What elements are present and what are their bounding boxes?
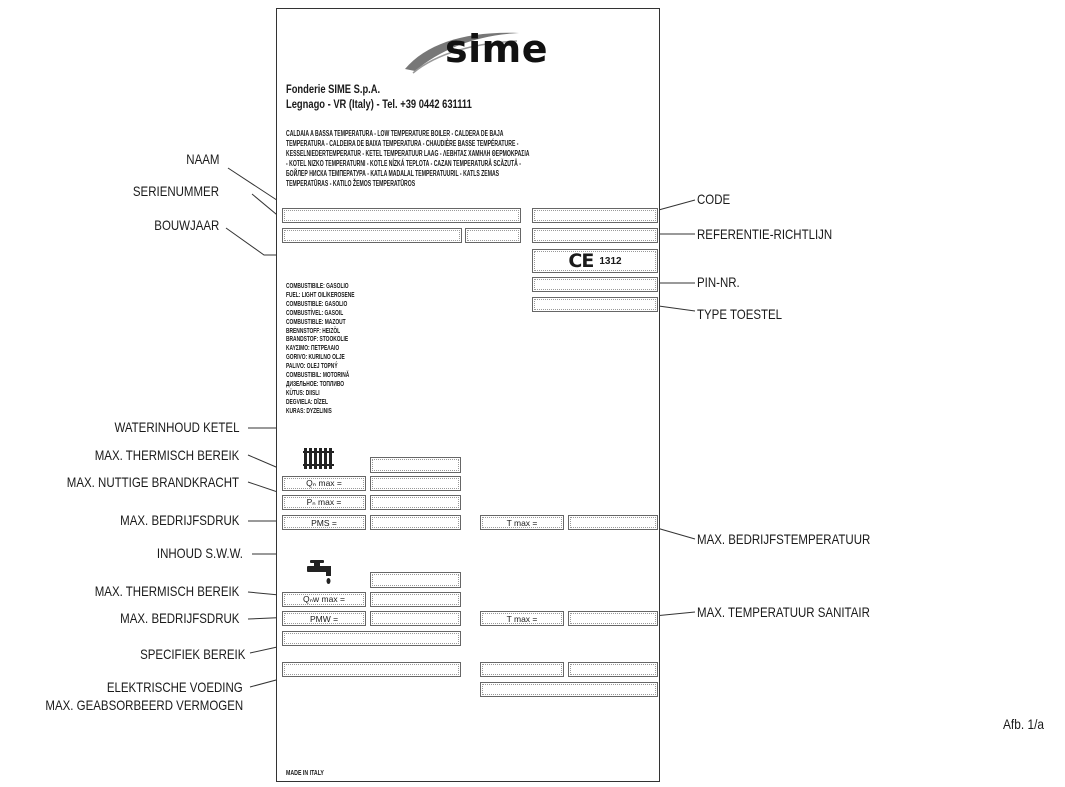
fuel-line: PALIVO: OLEJ TOPNÝ: [286, 361, 338, 371]
ce-mark-symbol: CE: [568, 250, 594, 272]
type-toestel-field: [532, 297, 658, 312]
qnw-max-label-box: [282, 592, 366, 607]
fuel-line: COMBUSTIBLE: GASOLIO: [286, 298, 348, 308]
callout-serienummer: SERIENUMMER: [132, 183, 219, 199]
boiler-type-line: CALDAIA A BASSA TEMPERATURA - LOW TEMPERATURE BOILER - CALDERA DE BAJA: [286, 129, 504, 138]
geabsorbeerd-vermogen-field: [480, 682, 658, 697]
pmw-label: PMW =: [309, 613, 339, 624]
fuel-line: COMBUSTÍVEL: GASOIL: [286, 307, 344, 317]
callout-max-thermisch-1: MAX. THERMISCH BEREIK: [94, 447, 239, 463]
callout-referentie: REFERENTIE-RICHTLIJN: [697, 226, 833, 242]
made-in-italy: MADE IN ITALY: [286, 768, 324, 777]
fuel-line: COMBUSTIBILE: GASOLIO: [286, 281, 349, 290]
figure-label: Afb. 1/a: [1003, 716, 1045, 732]
callout-waterinhoud: WATERINHOUD KETEL: [113, 419, 239, 435]
boiler-type-line: БОЙЛЕР НИСКА ТЕМПЕРАТУРА - KATLA MADALAL TEMPERATUURIL - KATLS ZEMAS: [286, 169, 500, 178]
rating-plate: [276, 8, 660, 782]
t-max-heat-field: [568, 515, 658, 530]
boiler-type-line: - KOTEL NIZKO TEMPERATURNI - KOTLE NÍZKÁ TEPLOTA - CAZAN TEMPERATURĂ SCĂZUTĂ -: [286, 159, 521, 168]
referentie-field: [532, 228, 658, 243]
callout-elektrische: ELEKTRISCHE VOEDING: [107, 679, 243, 695]
t-max-heat-label: T max =: [506, 517, 538, 528]
pms-field: [370, 515, 461, 530]
elektrische-voeding-field: [282, 662, 461, 677]
fuel-line: COMBUSTIBLE: MAZOUT: [286, 316, 346, 326]
serienummer-field: [282, 228, 462, 243]
pmw-field: [370, 611, 461, 626]
callout-naam: NAAM: [185, 151, 219, 167]
tap-icon: [305, 560, 337, 586]
callout-code: CODE: [697, 191, 731, 207]
qnw-max-field: [370, 592, 461, 607]
pms-label: PMS =: [311, 517, 337, 528]
fuel-line: ΚΑΥΣΙΜΟ: ΠΕΤΡΕΛΑΙΟ: [286, 343, 340, 353]
boiler-type-line: TEMPERATŪRAS - KATILO ŽEMOS TEMPERATŪROS: [286, 179, 416, 188]
fuel-line: GORIVO: KURILNO OLJE: [286, 352, 345, 362]
fuel-line: KURAS: DYZELINIS: [286, 405, 332, 415]
company-name: Fonderie SIME S.p.A.: [286, 82, 381, 96]
boiler-type-list: [286, 129, 529, 189]
callout-geabsorbeerd: MAX. GEABSORBEERD VERMOGEN: [45, 697, 243, 713]
callout-max-bedrijfsdruk-2: MAX. BEDRIJFSDRUK: [119, 610, 239, 626]
qn-max-label-box: [282, 476, 366, 491]
fuel-line: BRANDSTOF: STOOKOLIE: [286, 334, 349, 344]
callout-max-temp-sanitair: MAX. TEMPERATUUR SANITAIR: [697, 604, 870, 620]
t-max-dhw-label-box: [480, 611, 564, 626]
boiler-type-line: TEMPERATURA - CALDEIRA DE BAIXA TEMPERATURA - CHAUDIÈRE BASSE TEMPÉRATURE -: [286, 139, 519, 148]
t-max-dhw-field: [568, 611, 658, 626]
inhoud-sww-field: [370, 572, 461, 588]
callout-max-thermisch-2: MAX. THERMISCH BEREIK: [94, 583, 239, 599]
callout-bouwjaar: BOUWJAAR: [153, 217, 219, 233]
naam-field: [282, 208, 521, 223]
callout-pin: PIN-NR.: [697, 274, 740, 290]
elektrisch-extra-field-1: [480, 662, 564, 677]
radiator-icon: [303, 445, 339, 471]
pn-max-label-box: [282, 495, 366, 510]
specifiek-bereik-field: [282, 631, 461, 646]
pin-field: [532, 277, 658, 292]
company-address: Legnago - VR (Italy) - Tel. +39 0442 631111: [286, 97, 472, 111]
callout-inhoud-sww: INHOUD S.W.W.: [156, 545, 243, 561]
fuel-line: KÜTUS: DIISLI: [286, 387, 320, 397]
bouwjaar-field: [465, 228, 521, 243]
fuel-list: [286, 282, 355, 416]
ce-mark-box: [532, 249, 658, 273]
t-max-heat-label-box: [480, 515, 564, 530]
company-info: [286, 82, 472, 112]
fuel-line: DEGVIELA: DĪZEL: [286, 396, 329, 406]
code-field: [532, 208, 658, 223]
boiler-type-line: KESSELNIEDERTEMPERATUR - KETEL TEMPERATUUR LAAG - ΛΕΒΗΤΑΣ ΧΑΜΗΛΗ ΘΕΡΜΟΚΡΑΣΙΑ: [286, 149, 530, 158]
fuel-line: ДИЗЕЛЬНОЕ: ТОПЛИВО: [286, 378, 345, 388]
qnw-max-label: Qₙw max =: [303, 594, 345, 604]
qn-max-field: [370, 476, 461, 491]
callout-max-bedrijfsdruk-1: MAX. BEDRIJFSDRUK: [119, 512, 239, 528]
sime-logo: [397, 23, 567, 83]
callout-type: TYPE TOESTEL: [697, 306, 783, 322]
logo-wordmark: sime: [445, 27, 549, 71]
pms-label-box: [282, 515, 366, 530]
pn-max-label: Pₙ max =: [306, 497, 342, 507]
fuel-line: COMBUSTIBIL: MOTORINĂ: [286, 370, 350, 380]
qn-max-label: Qₙ max =: [306, 478, 342, 488]
pmw-label-box: [282, 611, 366, 626]
t-max-dhw-label: T max =: [506, 613, 538, 624]
fuel-line: FUEL: LIGHT OIL/KEROSENE: [286, 289, 355, 299]
pn-max-field: [370, 495, 461, 510]
fuel-line: BRENNSTOFF: HEIZÖL: [286, 325, 341, 335]
callout-max-bedrijfstemp: MAX. BEDRIJFSTEMPERATUUR: [697, 531, 871, 547]
callout-specifiek: SPECIFIEK BEREIK: [139, 646, 245, 662]
elektrisch-extra-field-2: [568, 662, 658, 677]
callout-max-nuttige: MAX. NUTTIGE BRANDKRACHT: [66, 474, 239, 490]
waterinhoud-field: [370, 457, 461, 473]
ce-mark-number: 1312: [599, 255, 622, 267]
